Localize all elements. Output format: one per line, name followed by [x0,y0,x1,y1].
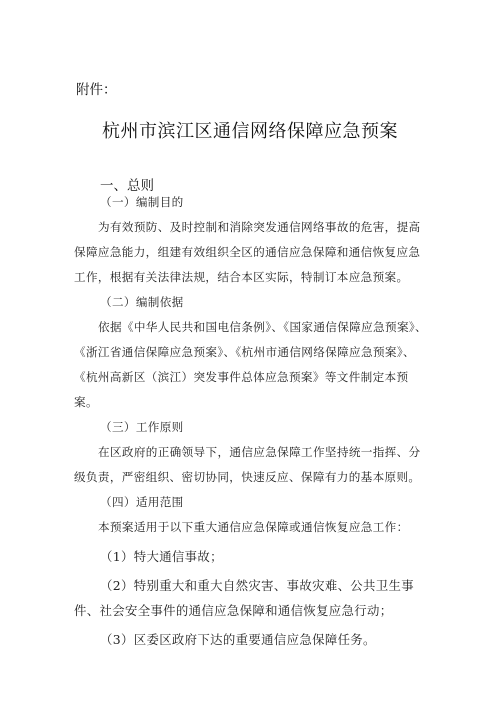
document-title: 杭州市滨江区通信网络保障应急预案 [102,121,398,142]
subsection-heading-purpose: （一）编制目的 [100,195,184,209]
subsection-heading-basis: （二）编制依据 [100,295,184,309]
paragraph-purpose: 为有效预防、及时控制和消除突发通信网络事故的危害，提高保障应急能力，组建有效组织全区的通信应急保障和通信恢复应急工作，根据有关法律法规，结合本区实际，特制订本应急预案。 [74,220,421,284]
list-item: （1）特大通信事故； [100,549,223,564]
attachment-label: 附件： [76,82,117,98]
list-item: （2）特别重大和重大自然灾害、事故灾难、公共卫生事件、社会安全事件的通信应急保障和通信恢复应急行动； [74,578,415,618]
subsection-heading-principles: （三）工作原则 [100,420,184,434]
list-item: （3）区委区政府下达的重要通信应急保障任务。 [100,632,376,647]
paragraph-basis: 依据《中华人民共和国电信条例》、《国家通信保障应急预案》、《浙江省通信保障应急预案》、《杭州市通信网络保障应急预案》、《杭州高新区（滨江）突发事件总体应急预案》等文件制定本预案。 [74,320,427,409]
section-heading: 一、总则 [100,178,154,194]
subsection-heading-scope: （四）适用范围 [100,495,184,509]
document-body [74,190,432,652]
paragraph-scope: 本预案适用于以下重大通信应急保障或通信恢复应急工作： [98,520,409,534]
paragraph-principles: 在区政府的正确领导下，通信应急保障工作坚持统一指挥、分级负责，严密组织、密切协同，快速反应、保障有力的基本原则。 [74,445,421,484]
